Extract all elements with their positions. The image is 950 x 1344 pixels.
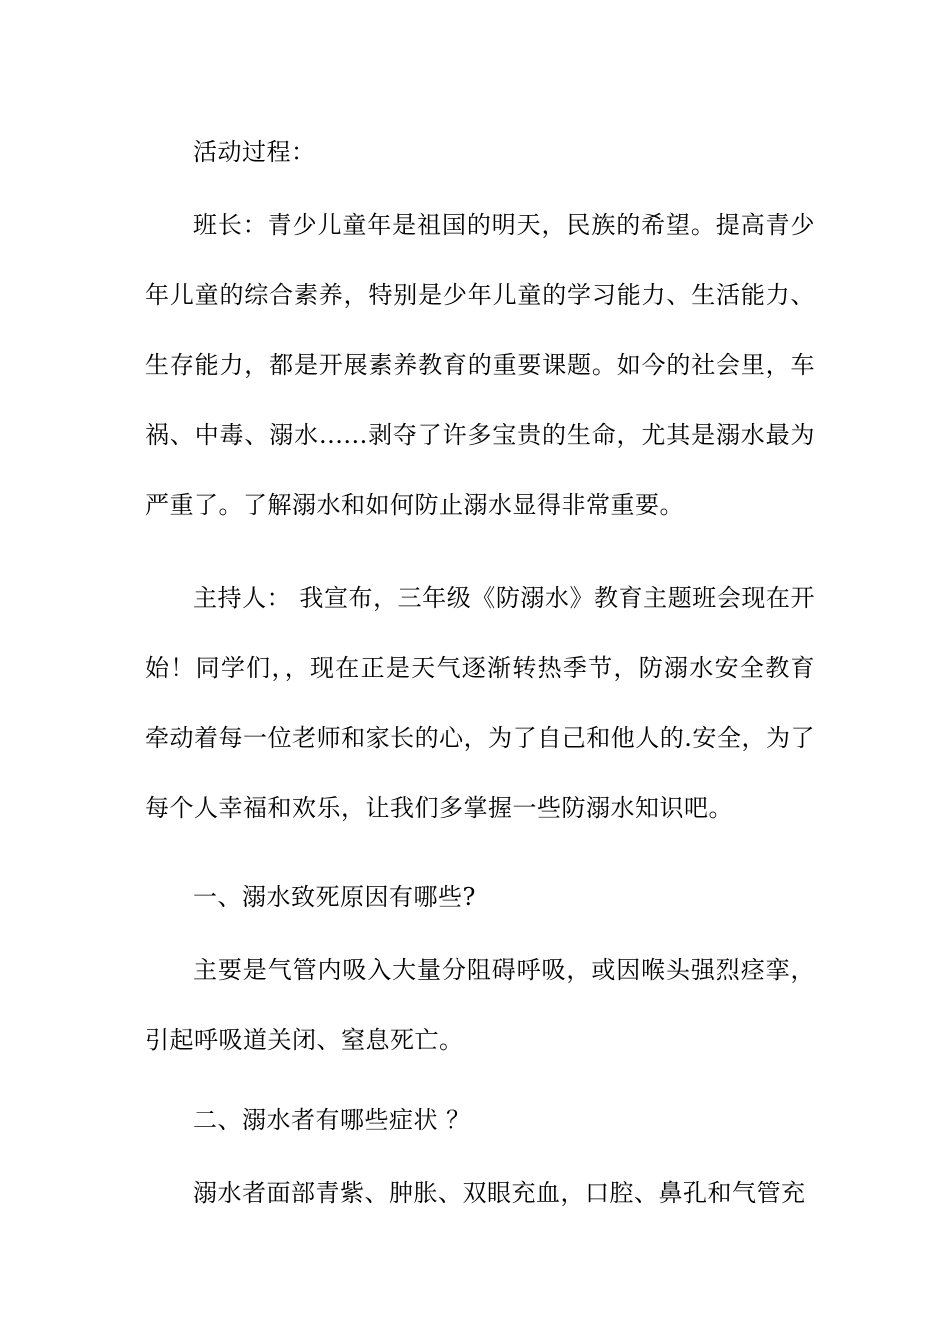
paragraph-monitor-speech: 班长：青少儿童年是祖国的明天，民族的希望。提高青少年儿童的综合素养，特别是少年儿童的学习能力、生活能力、生存能力，都是开展素养教育的重要课题。如今的社会里，车祸、中毒、溺水......剥夺了许多宝贵的生命，尤其是溺水最为严重了。了解溺水和如何防止溺水显得非常重要。	[145, 211, 815, 519]
paragraph-drowning-symptoms: 溺水者面部青紫、肿胀、双眼充血，口腔、鼻孔和气管充	[193, 1179, 806, 1207]
paragraph-drowning-causes: 主要是气管内吸入大量分阻碍呼吸，或因喉头强烈痉挛，引起呼吸道关闭、窒息死亡。	[145, 956, 815, 1054]
heading-drowning-causes: 一、溺水致死原因有哪些?	[193, 883, 476, 911]
heading-drowning-symptoms: 二、溺水者有哪些症状 ？	[193, 1106, 471, 1134]
paragraph-host-speech: 主持人： 我宣布，三年级《防溺水》教育主题班会现在开始！同学们，，现在正是天气逐渐转热季节，防溺水安全教育牵动着每一位老师和家长的心，为了自己和他人的.安全，为了每个人幸福和欢乐，让我们多掌握一些防溺水知识吧。	[145, 584, 815, 822]
paragraph-activity-process: 活动过程：	[193, 138, 316, 166]
